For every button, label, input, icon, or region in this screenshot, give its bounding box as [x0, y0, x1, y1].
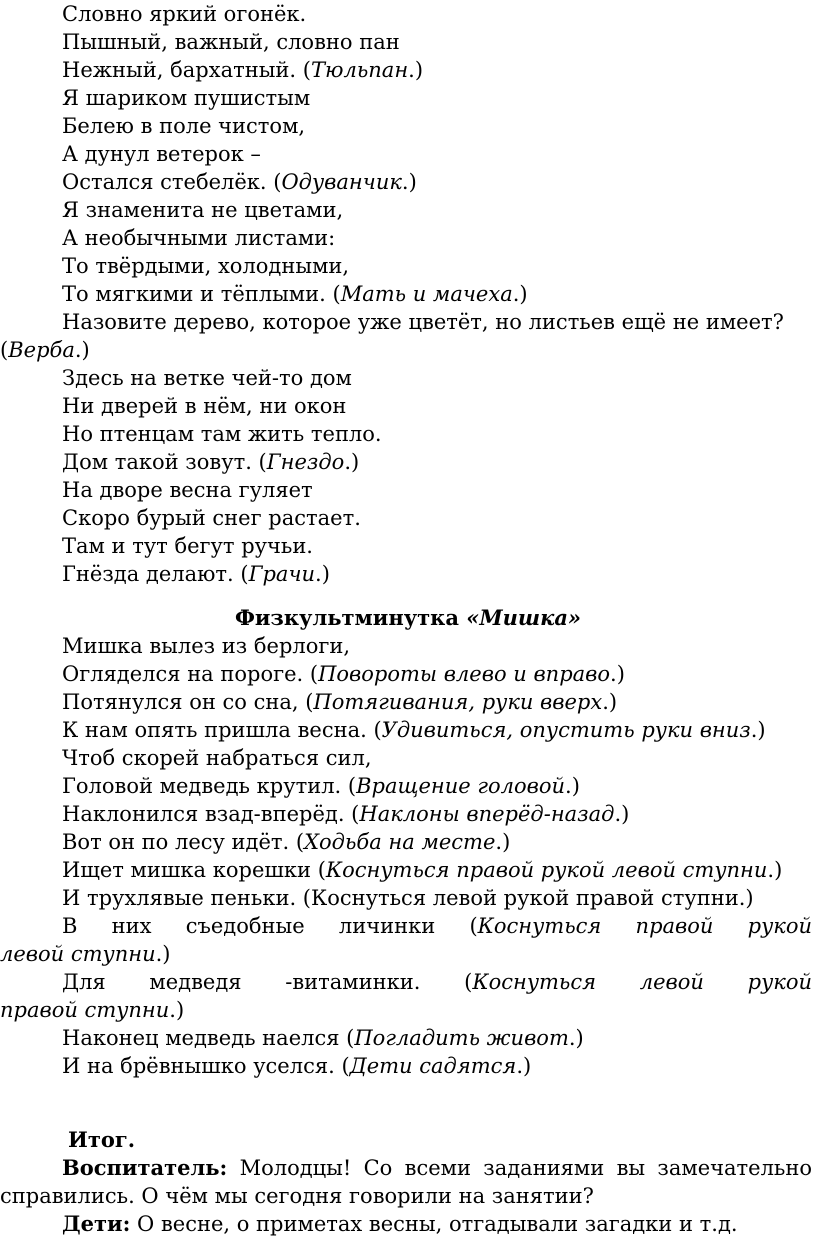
- poem-line: Чтоб скорей набраться сил,: [62, 746, 372, 770]
- tree-question-answer-line: (Верба.): [0, 338, 90, 362]
- riddle-answer: Верба: [8, 338, 75, 362]
- riddle-line: Нежный, бархатный. (Тюльпан.): [62, 58, 424, 82]
- tree-question-line: Назовите дерево, которое уже цветёт, но листьев ещё не имеет?: [62, 310, 784, 334]
- poem-action: Коснуться правой рукой левой ступни: [325, 858, 768, 882]
- riddle-line: Остался стебелёк. (Одуванчик.): [62, 170, 417, 194]
- poem-line: Вот он по лесу идёт. (Ходьба на месте.): [62, 830, 511, 854]
- poem-action: правой ступни: [0, 998, 170, 1022]
- poem-line: Ищет мишка корешки (Коснуться правой рукой левой ступни.): [62, 858, 783, 882]
- poem-line: К нам опять пришла весна. (Удивиться, опустить руки вниз.): [62, 718, 766, 742]
- riddle-line: А дунул ветерок –: [62, 142, 261, 166]
- teacher-line: Воспитатель: Молодцы! Со всеми заданиями вы замечательно: [62, 1155, 812, 1180]
- teacher-line-continuation: справились. О чём мы сегодня говорили на занятии?: [0, 1184, 594, 1208]
- poem-line: Головой медведь крутил. (Вращение головой.): [62, 774, 580, 798]
- riddle-line: Здесь на ветке чей-то дом: [62, 366, 352, 390]
- riddle-answer: Грачи: [248, 562, 316, 586]
- summary-title: Итог.: [68, 1127, 136, 1152]
- poem-action: Коснуться правой рукой: [477, 914, 812, 938]
- poem-line: И на брёвнышко уселся. (Дети садятся.): [62, 1054, 532, 1078]
- children-line: Дети: О весне, о приметах весны, отгадывали загадки и т.д.: [62, 1211, 738, 1236]
- poem-action: Повороты влево и вправо: [318, 662, 611, 686]
- fizminutka-heading: Физкультминутка «Мишка»: [234, 605, 582, 630]
- poem-line: Наклонился взад-вперёд. (Наклоны вперёд-назад.): [62, 802, 630, 826]
- poem-action: Погладить живот: [354, 1026, 569, 1050]
- poem-line-justified: Для медведя -витаминки. (Коснуться левой рукой: [62, 970, 812, 994]
- riddle-line: Я шариком пушистым: [62, 86, 311, 110]
- poem-line: Наконец медведь наелся (Погладить живот.): [62, 1026, 584, 1050]
- poem-line: И трухлявые пеньки. (Коснуться левой рукой правой ступни.): [62, 886, 754, 910]
- riddle-answer: Одуванчик: [281, 170, 402, 194]
- poem-line-justified: В них съедобные личинки (Коснуться правой рукой: [62, 914, 812, 938]
- riddle-line: Скоро бурый снег растает.: [62, 506, 361, 530]
- riddle-line: Я знаменита не цветами,: [62, 198, 344, 222]
- riddle-line: Белею в поле чистом,: [62, 114, 306, 138]
- riddle-line: На дворе весна гуляет: [62, 478, 313, 502]
- poem-action: Ходьба на месте: [304, 830, 496, 854]
- poem-action: Коснуться левой рукой: [472, 970, 812, 994]
- riddle-line: Там и тут бегут ручьи.: [62, 534, 313, 558]
- riddle-line: Гнёзда делают. (Грачи.): [62, 562, 330, 586]
- poem-action: Вращение головой: [356, 774, 566, 798]
- riddle-line: То мягкими и тёплыми. (Мать и мачеха.): [62, 282, 528, 306]
- poem-line: Потянулся он со сна, (Потягивания, руки вверх.): [62, 690, 618, 714]
- riddle-line: Но птенцам там жить тепло.: [62, 422, 382, 446]
- poem-line-continuation: правой ступни.): [0, 998, 185, 1022]
- poem-line: Мишка вылез из берлоги,: [62, 634, 351, 658]
- poem-action: Потягивания, руки вверх: [313, 690, 603, 714]
- riddle-line: Ни дверей в нём, ни окон: [62, 394, 347, 418]
- riddle-line: Пышный, важный, словно пан: [62, 30, 400, 54]
- poem-action: Дети садятся: [349, 1054, 517, 1078]
- riddle-line: Дом такой зовут. (Гнездо.): [62, 450, 360, 474]
- riddle-answer: Гнездо: [266, 450, 345, 474]
- riddle-answer: Тюльпан: [310, 58, 409, 82]
- riddle-answer: Мать и мачеха: [340, 282, 513, 306]
- poem-line-continuation: левой ступни.): [0, 942, 171, 966]
- poem-action: Удивиться, опустить руки вниз: [381, 718, 751, 742]
- speaker-label: Воспитатель:: [62, 1155, 228, 1180]
- riddle-line: То твёрдыми, холодными,: [62, 254, 350, 278]
- poem-action: Наклоны вперёд-назад: [359, 802, 615, 826]
- poem-action: левой ступни: [0, 942, 156, 966]
- riddle-line: Словно яркий огонёк.: [62, 2, 307, 26]
- speaker-label: Дети:: [62, 1211, 131, 1236]
- riddle-line: А необычными листами:: [62, 226, 336, 250]
- poem-line: Огляделся на пороге. (Повороты влево и вправо.): [62, 662, 625, 686]
